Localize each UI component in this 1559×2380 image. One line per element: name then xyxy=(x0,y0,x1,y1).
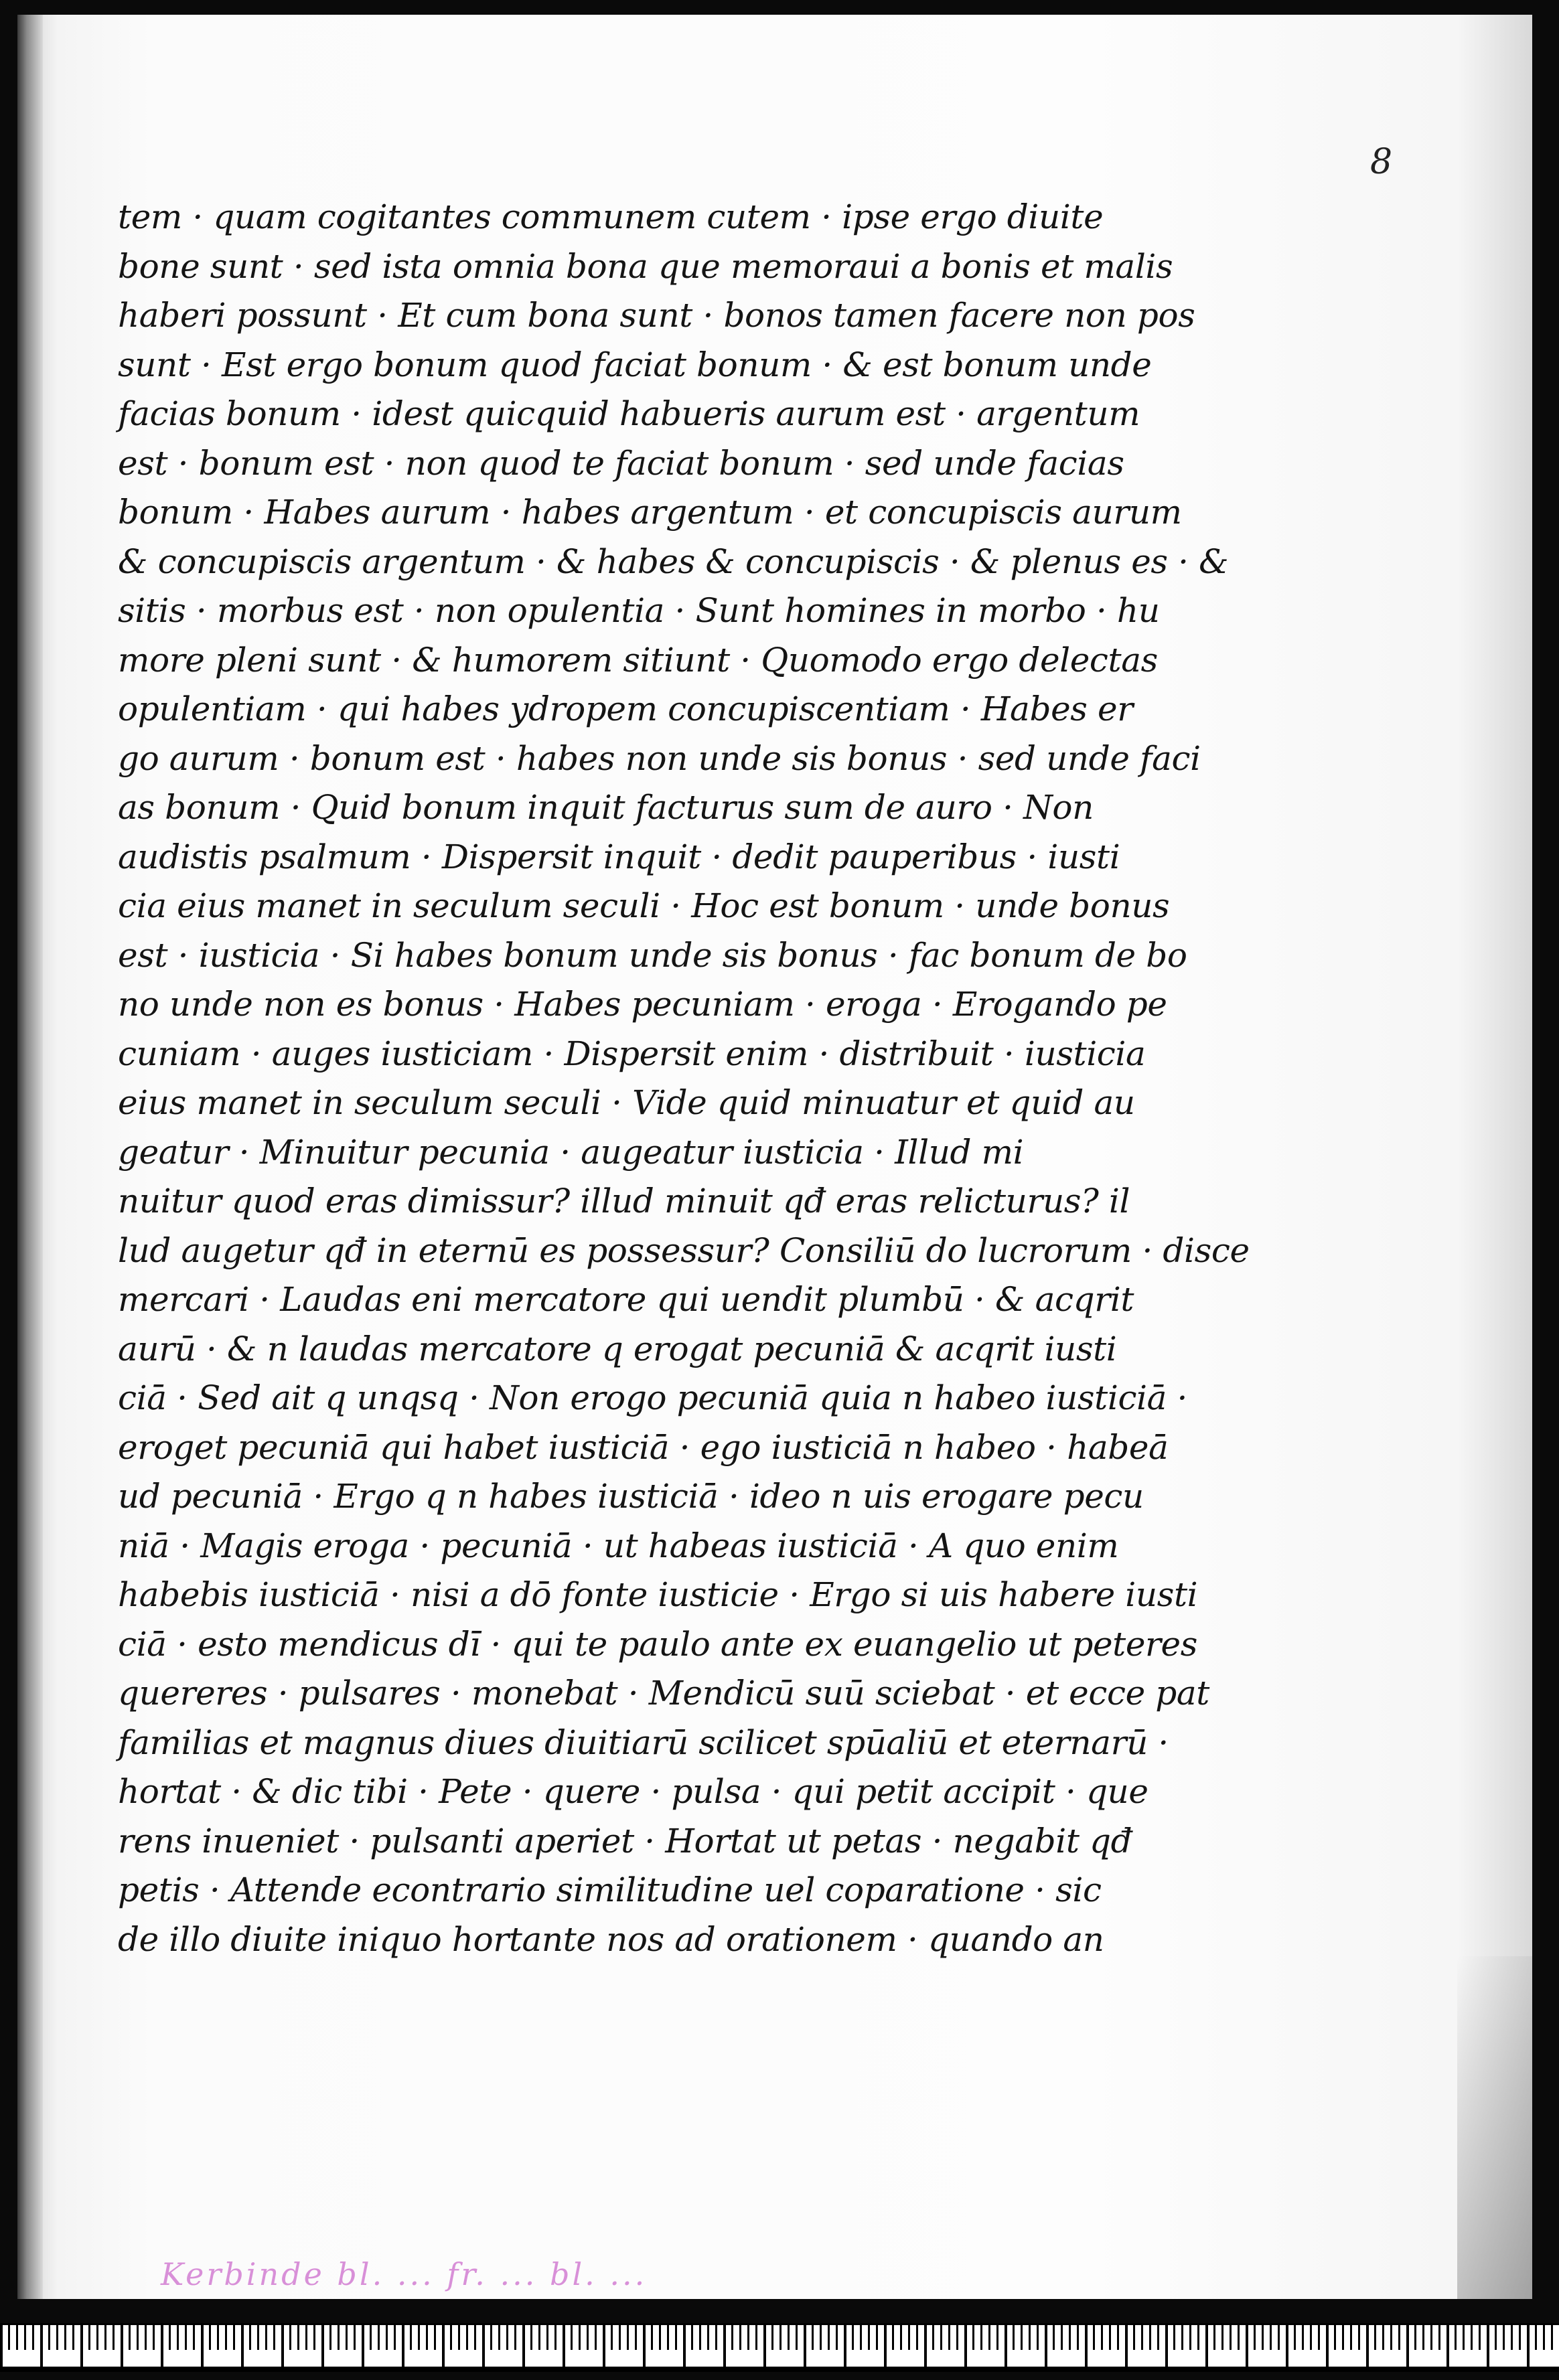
text-line: bone sunt · sed ista omnia bona que memoraui a bonis et malis xyxy=(118,246,1173,286)
text-line: petis · Attende econtrario similitudine uel coparatione · sic xyxy=(118,1871,1102,1909)
text-line: ciā · Sed ait q unqsq · Non erogo pecuniā quia n habeo iusticiā · xyxy=(118,1378,1188,1417)
margin-annotation: Kerbinde bl. ... fr. ... bl. ... xyxy=(161,2256,648,2292)
text-line: bonum · Habes aurum · habes argentum · et concupiscis aurum xyxy=(118,493,1182,532)
manuscript-page xyxy=(17,15,1532,2299)
text-line: audistis psalmum · Dispersit inquit · dedit pauperibus · iusti xyxy=(118,837,1120,876)
text-line: aurū · & n laudas mercatore q erogat pecuniā & acqrit iusti xyxy=(118,1329,1117,1368)
text-line: facias bonum · idest quicquid habueris aurum est · argentum xyxy=(118,394,1140,433)
text-line: hortat · & dic tibi · Pete · quere · pulsa · qui petit accipit · que xyxy=(118,1772,1148,1811)
manuscript-text-block xyxy=(118,193,1270,1964)
text-line: ud pecuniā · Ergo q n habes iusticiā · ideo n uis erogare pecu xyxy=(118,1477,1144,1516)
scale-ruler xyxy=(0,2323,1559,2372)
text-line: & concupiscis argentum · & habes & concupiscis · & plenus es · & xyxy=(118,542,1229,581)
text-line: more pleni sunt · & humorem sitiunt · Quomodo ergo delectas xyxy=(118,640,1158,680)
text-line: ciā · esto mendicus dī · qui te paulo ante ex euangelio ut peteres xyxy=(118,1624,1198,1664)
text-line: tem · quam cogitantes communem cutem · ipse ergo diuite xyxy=(118,197,1104,236)
text-line: sitis · morbus est · non opulentia · Sunt homines in morbo · hu xyxy=(118,591,1160,630)
ruler-base xyxy=(0,2367,1559,2372)
text-line: est · iusticia · Si habes bonum unde sis bonus · fac bonum de bo xyxy=(118,935,1187,975)
folio-number: 8 xyxy=(1370,142,1393,182)
text-line: cia eius manet in seculum seculi · Hoc est bonum · unde bonus xyxy=(118,886,1170,925)
text-line: sunt · Est ergo bonum quod faciat bonum · & est bonum unde xyxy=(118,345,1152,384)
text-line: geatur · Minuitur pecunia · augeatur iusticia · Illud mi xyxy=(118,1132,1024,1172)
text-line: cuniam · auges iusticiam · Dispersit enim · distribuit · iusticia xyxy=(118,1034,1146,1073)
text-line: eius manet in seculum seculi · Vide quid minuatur et quid au xyxy=(118,1083,1135,1122)
text-line: est · bonum est · non quod te faciat bonum · sed unde facias xyxy=(118,443,1124,483)
text-line: opulentiam · qui habes ydropem concupiscentiam · Habes er xyxy=(118,690,1133,728)
ruler-ticks xyxy=(0,2325,1559,2367)
text-line: lud augetur qđ in eternū es possessur? Consiliū do lucrorum · disce xyxy=(118,1231,1250,1270)
text-line: habebis iusticiā · nisi a dō fonte iusticie · Ergo si uis habere iusti xyxy=(118,1575,1198,1614)
text-line: go aurum · bonum est · habes non unde sis bonus · sed unde faci xyxy=(118,738,1201,778)
text-line: nuitur quod eras dimissur? illud minuit qđ eras relicturus? il xyxy=(118,1182,1130,1220)
text-line: as bonum · Quid bonum inquit facturus sum de auro · Non xyxy=(118,788,1094,827)
text-line: familias et magnus diues diuitiarū scilicet spūaliū et eternarū · xyxy=(118,1723,1169,1762)
text-line: haberi possunt · Et cum bona sunt · bonos tamen facere non pos xyxy=(118,296,1195,335)
text-line: rens inueniet · pulsanti aperiet · Hortat ut petas · negabit qđ xyxy=(118,1821,1132,1860)
text-line: niā · Magis eroga · pecuniā · ut habeas iusticiā · A quo enim xyxy=(118,1526,1119,1565)
text-line: eroget pecuniā qui habet iusticiā · ego iusticiā n habeo · habeā xyxy=(118,1427,1169,1467)
text-line: quereres · pulsares · monebat · Mendicū suū sciebat · et ecce pat xyxy=(118,1674,1209,1713)
text-line: mercari · Laudas eni mercatore qui uendit plumbū · & acqrit xyxy=(118,1280,1134,1319)
text-line: de illo diuite iniquo hortante nos ad orationem · quando an xyxy=(118,1919,1104,1959)
text-line: no unde non es bonus · Habes pecuniam · eroga · Erogando pe xyxy=(118,985,1167,1024)
